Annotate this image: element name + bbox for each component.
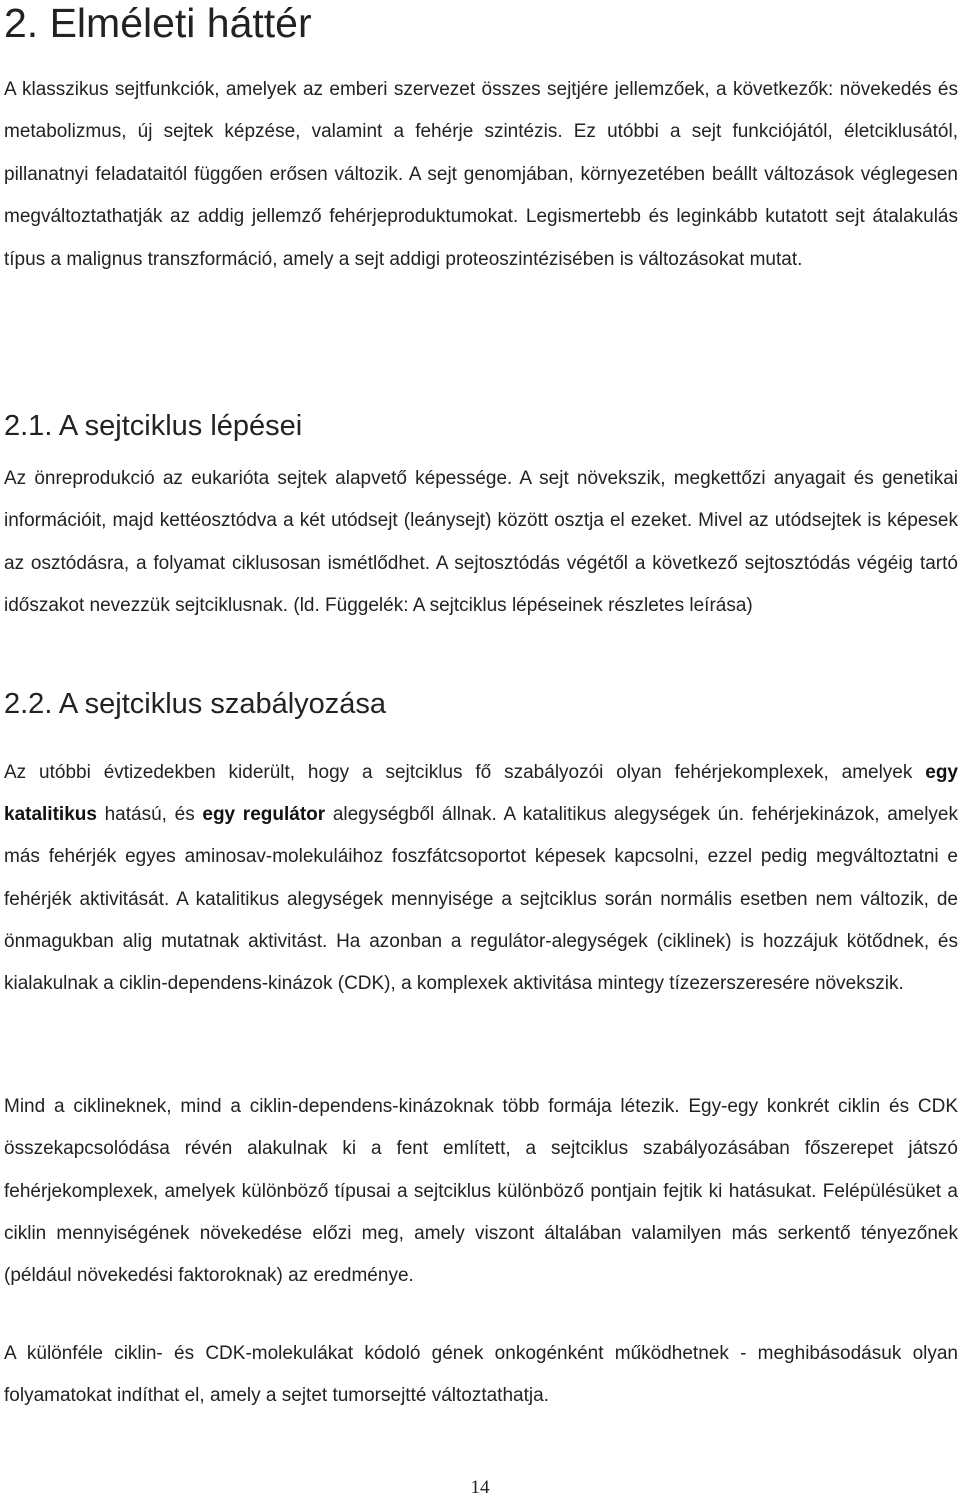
- bold-term-katalitikus: egy katalitikus: [4, 762, 958, 826]
- subsection-heading-sejtciklus-lepesei: 2.1. A sejtciklus lépései: [4, 410, 303, 442]
- text-run: hatású, és: [96, 804, 203, 826]
- szabalyozas-paragraph-3: A különféle ciklin- és CDK-molekulákat kódoló gének onkogénként működhetnek - meghibásodásuk olyan folyamatokat indíthat el, amely a sejtet tumorsejtté változtathatja.: [4, 1343, 958, 1407]
- szabalyozas-paragraph-1: [4, 752, 958, 1005]
- text-run: Az utóbbi évtizedekben kiderült, hogy a sejtciklus fő szabályozói olyan fehérjekomplexek, amelyek: [4, 762, 926, 783]
- page-number: 14: [470, 1477, 490, 1498]
- section-heading: 2. Elméleti háttér: [4, 0, 312, 46]
- sejtciklus-lepesei-paragraph: Az önreprodukció az eukarióta sejtek alapvető képessége. A sejt növekszik, megkettőzi anyagait és genetikai információit, majd kettéosztódva a két utódsejt (leánysejt) között osztja el ezeket. Mivel az utódsejtek is képesek az osztódásra, a folyamat ciklusosan ismétlődhet. A sejtosztódás végétől a következő sejtosztódás végéig tartó időszakot nevezzük sejtciklusnak. (ld. Függelék: A sejtciklus lépéseinek részletes leírása): [4, 468, 958, 617]
- intro-paragraph: A klasszikus sejtfunkciók, amelyek az emberi szervezet összes sejtjére jellemzőek, a következők: növekedés és metabolizmus, új sejtek képzése, valamint a fehérje szintézis. Ez utóbbi a sejt funkciójától, életciklusától, pillanatnyi feladataitól függően erősen változik. A sejt genomjában, környezetében beállt változások véglegesen megváltoztathatják az addig jellemző fehérjeproduktumokat. Legismertebb és leginkább kutatott sejt átalakulás típus a malignus transzformáció, amely a sejt addigi proteoszintézisében is változásokat mutat.: [4, 79, 958, 270]
- text-run: alegységből állnak. A katalitikus alegységek ún. fehérjekinázok, amelyek más fehérjék egyes aminosav-molekuláihoz foszfátcsoportot képesek kapcsolni, ezzel pedig megváltoztatni e fehérjék aktivitását. A katalitikus alegységek mennyisége a sejtciklus során normális esetben nem változik, de önmagukban alig mutatnak aktivitást. Ha azonban a regulátor-alegységek (ciklinek) is hozzájuk kötődnek, és kialakulnak a ciklin-dependens-kinázok (CDK), a komplexek aktivitása mintegy tízezerszeresére növekszik.: [4, 804, 958, 995]
- bold-term-regulator: egy regulátor: [202, 804, 326, 826]
- subsection-heading-sejtciklus-szabalyozasa: 2.2. A sejtciklus szabályozása: [4, 688, 387, 720]
- szabalyozas-paragraph-2: Mind a ciklineknek, mind a ciklin-dependens-kinázoknak több formája létezik. Egy-egy konkrét ciklin és CDK összekapcsolódása révén alakulnak ki a fent említett, a sejtciklus szabályozásában főszerepet játszó fehérjekomplexek, amelyek különböző típusai a sejtciklus különböző pontjain fejtik ki hatásukat. Felépülésüket a ciklin mennyiségének növekedése előzi meg, amely viszont általában valamilyen más serkentő tényezőnek (például növekedési faktoroknak) az eredménye.: [4, 1096, 958, 1287]
